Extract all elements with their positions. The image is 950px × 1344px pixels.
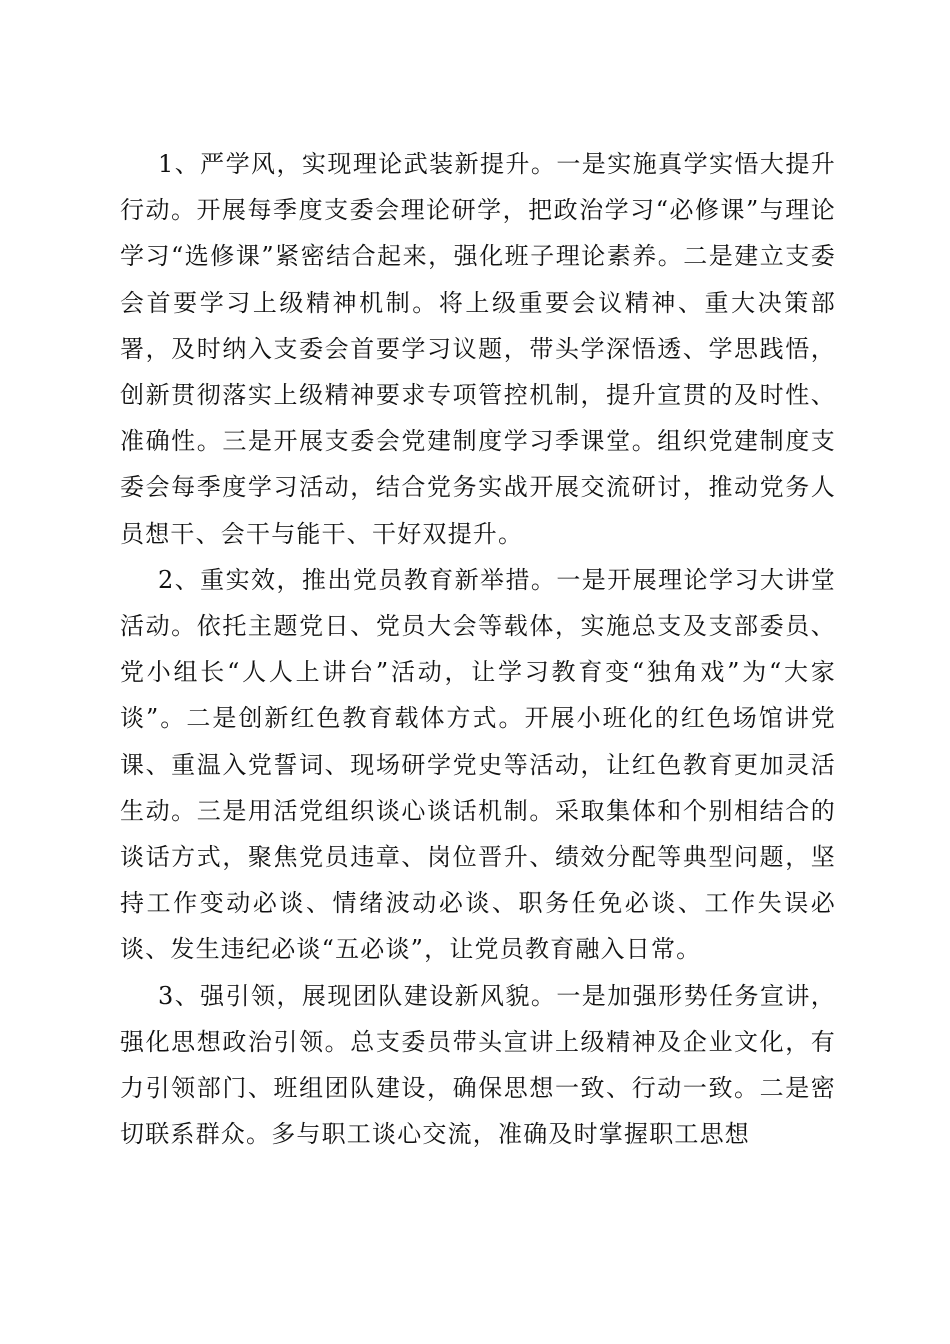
- paragraph-2: 2、重实效，推出党员教育新举措。一是开展理论学习大讲堂活动。依托主题党日、党员大会等载体，实施总支及支部委员、党小组长“人人上讲台”活动，让学习教育变“独角戏”为“大家谈”。二是创新红色教育载体方式。开展小班化的红色场馆讲党课、重温入党誓词、现场研学党史等活动，让红色教育更加灵活生动。三是用活党组织谈心谈话机制。采取集体和个别相结合的谈话方式，聚焦党员违章、岗位晋升、绩效分配等典型问题，坚持工作变动必谈、情绪波动必谈、职务任免必谈、工作失误必谈、发生违纪必谈“五必谈”，让党员教育融入日常。: [120, 565, 836, 964]
- paragraph-1: 1、严学风，实现理论武装新提升。一是实施真学实悟大提升行动。开展每季度支委会理论研学，把政治学习“必修课”与理论学习“选修课”紧密结合起来，强化班子理论素养。二是建立支委会首要学习上级精神机制。将上级重要会议精神、重大决策部署，及时纳入支委会首要学习议题，带头学深悟透、学思践悟，创新贯彻落实上级精神要求专项管控机制，提升宣贯的及时性、准确性。三是开展支委会党建制度学习季课堂。组织党建制度支委会每季度学习活动，结合党务实战开展交流研讨，推动党务人员想干、会干与能干、干好双提升。: [120, 150, 836, 548]
- paragraph-3: 3、强引领，展现团队建设新风貌。一是加强形势任务宣讲，强化思想政治引领。总支委员带头宣讲上级精神及企业文化，有力引领部门、班组团队建设，确保思想一致、行动一致。二是密切联系群众。多与职工谈心交流，准确及时掌握职工思想: [120, 981, 836, 1149]
- document-body: [120, 141, 836, 1157]
